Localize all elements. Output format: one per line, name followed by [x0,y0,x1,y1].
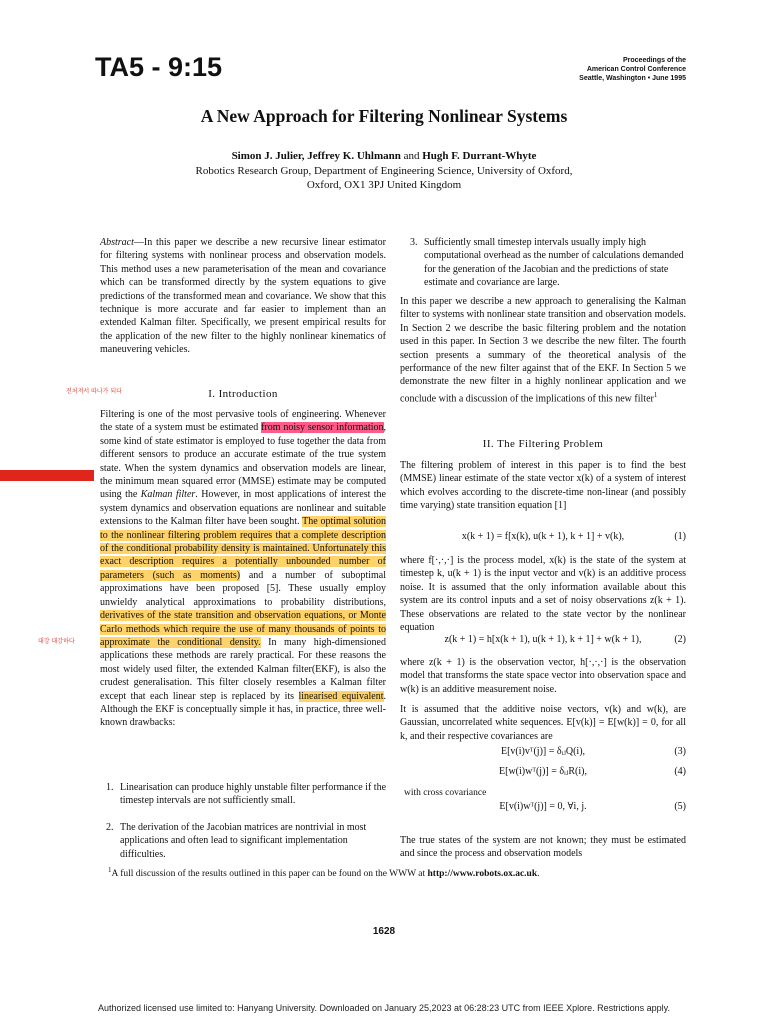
text-run: . Although the EKF is conceptually simple it has, in practice, three well-known drawbacks: [100,690,386,729]
true-states-paragraph: The true states of the system are not known; they must be estimated and since the process and observation models [400,835,686,860]
authors-part1: Simon J. Julier, Jeffrey K. Uhlmann [231,150,401,162]
text-run: In many high-dimensioned applications these methods are rarely practical. For these reasons the most widely used filter, the extended Kalman filter(EKF), is also the crudest generalisation. This filter closely resembles a Kalman filter except that each linear step is replaced by its [100,636,386,702]
authors-part2: Hugh F. Durrant-Whyte [422,150,537,162]
cross-covariance-label: with cross covariance [404,788,487,798]
text-run: In this paper we describe a new approach to generalising the Kalman filter to systems with nonlinear state transition and observation models. In Section 2 we describe the basic filtering problem and the notation used in this paper. In Section 3 we describe the new filter. The fourth section presents a summary of the theoretical analysis of the performance of the new filter against that of the EKF. In Section 5 we demonstrate the new filter in a highly nonlinear application and we conclude with a discussion of the implications of this new filter [400,296,686,405]
section-heading-introduction: I. Introduction [208,388,278,400]
footnote-url[interactable]: http://www.robots.ox.ac.uk [427,869,538,880]
list-number: 3. [410,237,418,248]
abstract [100,236,386,357]
observation-paragraph: where z(k + 1) is the observation vector, h[·,·,·] is the observation model that transforms the state space vector into observation space and w(k) is an additive measurement noise. [400,657,686,695]
footnote-ref: 1 [653,390,658,399]
proceedings-line: American Control Conference [586,66,686,73]
equation-text: z(k + 1) = h[x(k + 1), u(k + 1), k + 1] + w(k + 1), [444,634,642,645]
list-text: The derivation of the Jacobian matrices are nontrivial in most applications and often lead to significant implementation difficulties. [120,822,367,860]
list-number: 1. [106,782,114,793]
list-text: Sufficiently small timestep intervals usually imply high computational overhead as the number of calculations demanded for the generation of the Jacobian and the predictions of state estimate and covariance are large. [424,237,684,289]
process-model-paragraph: where f[·,·,·] is the process model, x(k) is the state of the system at timestep k, u(k + 1) is the input vector and v(k) is an additive process noise. It is assumed that the only information available about this system are its control inputs and a set of noisy observations z(k + 1). These observations are related to the state vector by the nonlinear equation [400,555,686,634]
equation-text: E[v(i)wᵀ(j)] = 0, ∀i, j. [499,801,587,812]
license-footer: Authorized licensed use limited to: Hanyang University. Downloaded on January 25,2023 at 06:28:23 UTC from IEEE Xplore. Restrictions apply. [98,1003,670,1013]
intro-paragraph-2 [400,295,686,406]
equation-5 [400,801,686,812]
text-run: . However, in most applications of interest the system dynamics and observation equations are nonlinear and suitable extensions to the Kalman filter have been sought. [100,489,387,528]
filtering-paragraph: The filtering problem of interest in this paper is to find the best (MMSE) linear estimate of the state vector x(k) of a system of interest which evolves according to the discrete-time non-linear (and possibly time varying) state transition equation [1] [400,460,686,512]
footnote-mark: 1 [108,866,112,874]
highlight-yellow: derivatives of the state transition and observation equations, or Monte Carlo methods which require the use of many thousands of points to approximate the conditional density. [100,610,386,648]
equation-number: (3) [674,746,686,757]
list-item [410,236,686,290]
equation-number: (5) [674,801,686,812]
text-run: , some kind of state estimator is employed to fuse together the data from different sensors to produce an accurate estimate of the true system state. When the system dynamics and observation models are linear, the minimum mean squared error (MMSE) estimate may be computed using the [100,422,387,501]
proceedings-line: Seattle, Washington • June 1995 [579,75,686,82]
highlight-pink: from noisy sensor information [261,422,384,434]
equation-3 [400,746,686,757]
equation-text: E[w(i)wᵀ(j)] = δᵢⱼR(i), [499,766,587,777]
text-run: Filtering is one of the most pervasive tools of engineering. Whenever the state of a system must be estimated [100,409,386,434]
abstract-label: Abstract [100,237,134,248]
highlight-yellow: linearised equivalent [298,690,384,702]
list-item [106,781,386,808]
equation-1 [400,531,686,542]
session-label: TA5 - 9:15 [95,52,223,82]
section-heading-filtering-problem: II. The Filtering Problem [482,438,604,450]
margin-annotation: 전처져서 따나가 되다 [66,388,122,395]
margin-annotation: 대강 대강하다 [38,638,75,645]
equation-text: E[v(i)vᵀ(j)] = δᵢⱼQ(i), [500,746,586,757]
margin-marker [0,470,94,481]
paper-authors [0,150,768,162]
text-italic: Kalman filter [140,489,196,501]
text-run: and a number of suboptimal approximations have been proposed [5]. These usually employ unwieldy analytical approximations to probability distributions, [100,569,386,608]
intro-paragraph [100,408,386,730]
affiliation-line-1: Robotics Research Group, Department of Engineering Science, University of Oxford, [195,165,573,177]
equation-4 [400,766,686,777]
paper-title: A New Approach for Filtering Nonlinear Systems [200,106,568,126]
highlight-yellow: The optimal solution to the nonlinear filtering problem requires that a complete description of the conditional probability density is maintained. Unfortunately this exact description requires a potentially unbounded number of parameters (such as moments) [100,516,387,581]
list-number: 2. [106,822,114,833]
list-item [106,821,386,861]
footnote-end: . [537,869,540,880]
noise-paragraph: It is assumed that the additive noise vectors, v(k) and w(k), are Gaussian, uncorrelated white sequences. E[v(k)] = E[w(k)] = 0, for all k, and their respective covariances are [400,704,686,742]
page-number: 1628 [372,926,396,937]
affiliation-line-2: Oxford, OX1 3PJ United Kingdom [306,179,462,191]
footnote [108,866,688,879]
equation-text: x(k + 1) = f[x(k), u(k + 1), k + 1] + v(k), [461,531,625,542]
equation-number: (2) [674,634,686,645]
footnote-text: A full discussion of the results outlined in this paper can be found on the WWW at [111,869,428,880]
authors-and: and [403,150,420,162]
equation-2 [400,634,686,645]
proceedings-info [506,56,686,83]
proceedings-line: Proceedings of the [622,57,686,64]
list-text: Linearisation can produce highly unstable filter performance if the timestep intervals are not sufficiently small. [120,782,387,807]
abstract-text: —In this paper we describe a new recursive linear estimator for filtering systems with nonlinear process and observation models. This method uses a new parameterisation of the mean and covariance which can be transformed directly by the system equations to give predictions of the transformed mean and covariance. We show that this technique is more accurate and far easier to implement than an extended Kalman filter. Specifically, we present empirical results for the application of the new filter to the highly nonlinear kinematics of maneuvering vehicles. [100,237,386,356]
equation-number: (1) [674,531,686,542]
equation-number: (4) [674,766,686,777]
